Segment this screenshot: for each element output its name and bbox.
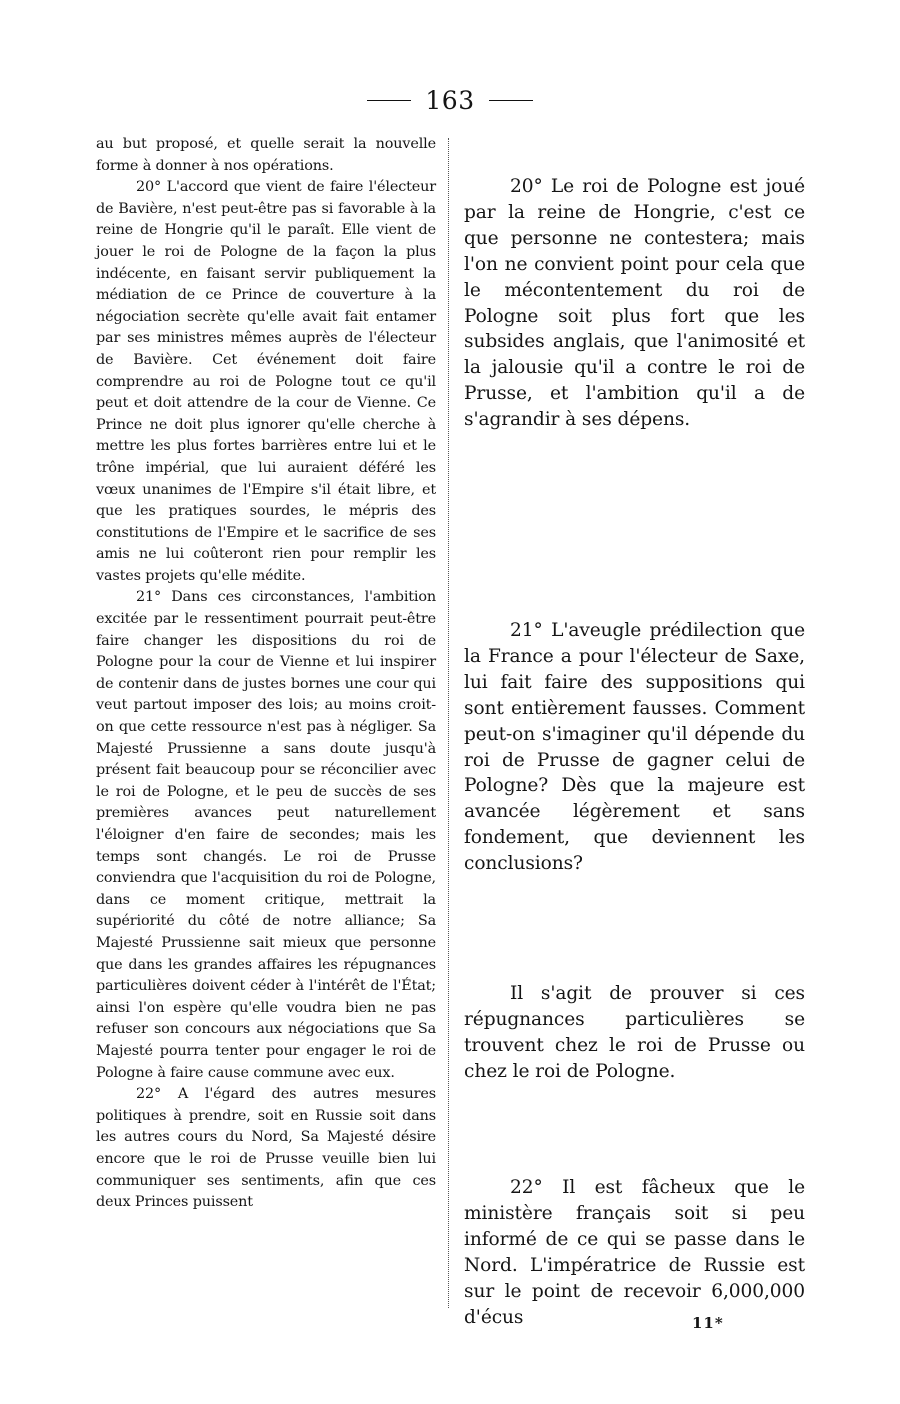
left-paragraph-continuation: au but proposé, et quelle serait la nouvelle forme à donner à nos opérations. [96,136,436,174]
left-column-french-memoir [96,134,436,1214]
page-header [0,86,900,115]
page-number: 163 [425,86,475,115]
column-divider [448,138,449,1308]
header-rule-right [489,100,533,101]
right-paragraph-21-note: Il s'agit de prouver si ces répugnances particulières se trouvent chez le roi de Prusse ou chez le roi de Pologne. [464,983,805,1082]
right-block-21 [464,618,805,877]
left-paragraph-20: 20° L'accord que vient de faire l'électeur de Bavière, n'est peut-être pas si favorable à la reine de Hongrie qu'il le paraît. Elle vient de jouer le roi de Pologne de la façon la plus indécente, en faisant servir publiquement la médiation de ce Prince de couverture à la négociation secrète qu'elle avait fait entamer par ses ministres mêmes auprès de l'électeur de Bavière. Cet événement doit faire comprendre au roi de Pologne tout ce qu'il peut et doit attendre de la cour de Vienne. Ce Prince ne doit plus ignorer qu'elle cherche à mettre les plus fortes barrières entre lui et le trône impérial, que lui auraient déféré les vœux unanimes de l'Empire s'il était libre, et que les pratiques sourdes, le mépris des constitutions de l'Empire et le sacrifice de ses amis ne lui coûteront rien pour remplir les vastes projets qu'elle médite. [96,179,436,584]
right-paragraph-20: 20° Le roi de Pologne est joué par la reine de Hongrie, c'est ce que personne ne contestera; mais l'on ne convient point pour cela que le mécontentement du roi de Pologne soit plus fort que les subsides anglais, que l'animosité et la jalousie qu'il a contre le roi de Prusse, et l'ambition qu'il a de s'agrandir à ses dépens. [464,176,805,431]
right-paragraph-21: 21° L'aveugle prédilection que la France a pour l'électeur de Saxe, lui fait faire des suppositions qui sont entièrement fausses. Comment peut-on s'imaginer qu'il dépende du roi de Prusse de gagner celui de Pologne? Dès que la majeure est avancée légèrement et sans fondement, que deviennent les conclusions? [464,620,805,875]
header-rule-left [367,100,411,101]
left-paragraph-22: 22° A l'égard des autres mesures politiques à prendre, soit en Russie soit dans les autres cours du Nord, Sa Majesté désire encore que le roi de Prusse veuille bien lui communiquer ses sentiments, afin que ces deux Princes puissent [96,1086,436,1211]
right-block-21-note [464,981,805,1085]
right-block-22 [464,1175,805,1330]
left-paragraph-21: 21° Dans ces circonstances, l'ambition excitée par le ressentiment pourrait peut-être faire changer les dispositions du roi de Pologne pour la cour de Vienne et lui inspirer de contenir dans de justes bornes une cour qui veut partout imposer des lois; au moins croit-on que cette ressource n'est pas à négliger. Sa Majesté Prussienne a sans doute jusqu'à présent fait beaucoup pour se réconcilier avec le roi de Pologne, et le peu de succès de ses premières avances peut naturellement l'éloigner d'en faire de secondes; mais les temps sont changés. Le roi de Prusse conviendra que l'acquisition du roi de Pologne, dans ce moment critique, mettrait la supériorité du côté de notre alliance; Sa Majesté Prussienne sait mieux que personne que dans les grandes affaires les répugnances particulières doivent céder à l'intérêt de l'État; ainsi l'on espère qu'elle voudra bien ne pas refuser son concours aux négociations que Sa Majesté pourra tenter pour engager le roi de Pologne à faire cause commune avec eux. [96,589,436,1081]
printer-signature-mark: 11* [692,1314,724,1332]
right-paragraph-22: 22° Il est fâcheux que le ministère français soit si peu informé de ce qui se passe dans le Nord. L'impératrice de Russie est sur le point de recevoir 6,000,000 d'écus [464,1177,805,1328]
right-block-20 [464,174,805,433]
